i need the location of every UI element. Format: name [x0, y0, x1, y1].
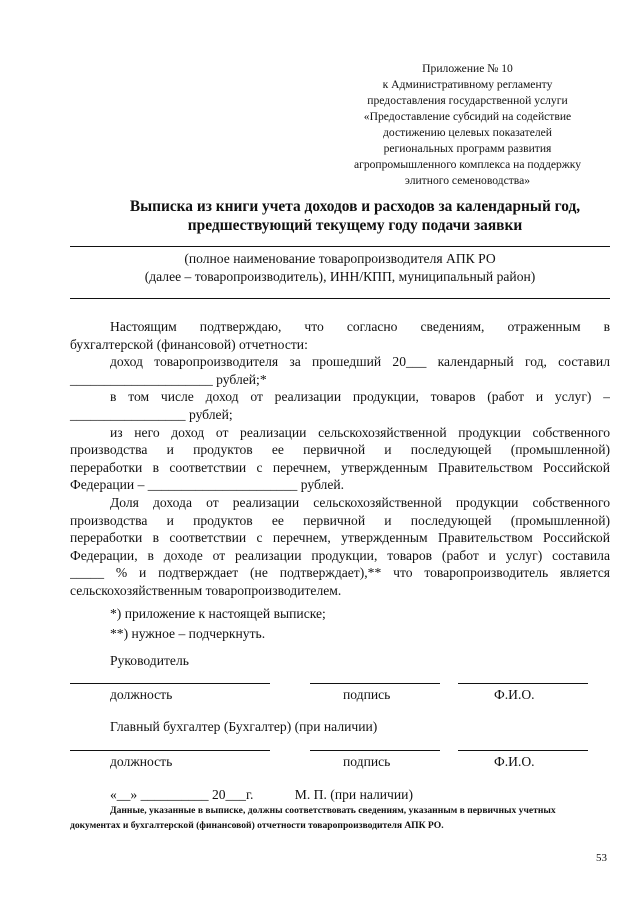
appendix-line: «Предоставление субсидий на содействие — [363, 110, 572, 123]
head-fio-caption: Ф.И.О. — [494, 687, 535, 702]
appendix-line: региональных программ развития — [383, 142, 552, 155]
footnote-line-1: Данные, указанные в выписке, должны соответствовать сведениям, указанным в первичных учетных — [110, 805, 556, 816]
date-stamp-line — [110, 787, 417, 803]
head-position-caption: должность — [110, 687, 173, 702]
head-position-line — [70, 683, 270, 684]
chief-fio-caption: Ф.И.О. — [494, 754, 535, 769]
body-line: Федерации, в доходе от реализации продукции, товаров (работ и услуг) составила — [70, 547, 610, 563]
chief-accountant-title: Главный бухгалтер (Бухгалтер) (при наличии) — [110, 719, 378, 734]
body-line: производства и продуктов ее первичной и последующей (промышленной) — [70, 442, 610, 458]
stamp-label: М. П. (при наличии) — [294, 787, 413, 802]
chief-fio-line — [458, 750, 588, 751]
body-line: переработки в соответствии с перечнем, утвержденным Правительством Российской — [70, 459, 610, 475]
appendix-line: предоставления государственной услуги — [367, 94, 568, 107]
statement-body — [70, 318, 610, 600]
chief-position-line — [70, 750, 270, 751]
title-line-2: предшествующий текущему году подачи заявки — [187, 217, 523, 234]
chief-signature-caption: подпись — [343, 754, 391, 769]
chief-signature-line — [310, 750, 440, 751]
body-line: переработки в соответствии с перечнем, утвержденным Правительством Российской — [70, 530, 610, 546]
body-line: _____________________ рублей;* — [70, 371, 267, 387]
body-line: Настоящим подтверждаю, что согласно сведениям, отраженным в — [110, 319, 610, 334]
body-line: производства и продуктов ее первичной и последующей (промышленной) — [70, 512, 610, 528]
head-signature-title: Руководитель — [110, 653, 189, 668]
page-number: 53 — [596, 852, 607, 864]
footnote — [70, 803, 610, 833]
footnote-line-2: документах и бухгалтерской (финансовой) отчетности товаропроизводителя АПК РО. — [70, 820, 444, 831]
chief-position-caption: должность — [110, 754, 173, 769]
body-line: бухгалтерской (финансовой) отчетности: — [70, 336, 308, 352]
caption-line-1: (полное наименование товаропроизводителя АПК РО — [184, 251, 496, 266]
body-line: из него доход от реализации сельскохозяйственной продукции собственного — [110, 424, 610, 440]
body-line: в том числе доход от реализации продукции, товаров (работ и услуг) – — [110, 389, 610, 405]
body-line: _____ % и подтверждает (не подтверждает),** что товаропроизводитель является — [70, 565, 610, 581]
producer-name-caption — [70, 250, 610, 286]
producer-details-line — [70, 298, 610, 299]
head-fio-line — [458, 683, 588, 684]
head-signature-caption: подпись — [343, 687, 391, 702]
appendix-line: элитного семеноводства» — [404, 174, 531, 187]
appendix-header — [330, 61, 605, 189]
body-line: сельскохозяйственным товаропроизводителем. — [70, 582, 342, 598]
appendix-line: достижению целевых показателей — [383, 126, 552, 139]
body-line: Доля дохода от реализации сельскохозяйственной продукции собственного — [110, 494, 610, 510]
note-underline: **) нужное – подчеркнуть. — [110, 626, 266, 641]
notes — [110, 604, 326, 644]
caption-line-2: (далее – товаропроизводитель), ИНН/КПП, муниципальный район) — [144, 269, 536, 284]
note-attachment: *) приложение к настоящей выписке; — [110, 606, 326, 621]
title-line-1: Выписка из книги учета доходов и расходов за календарный год, — [129, 198, 581, 215]
document-title — [70, 197, 640, 235]
appendix-line: агропромышленного комплекса на поддержку — [353, 158, 582, 171]
body-line: Федерации – ______________________ рублей. — [70, 477, 345, 493]
appendix-line: к Административному регламенту — [382, 78, 553, 91]
producer-name-line — [70, 246, 610, 247]
date-field: «__» __________ 20___г. — [110, 787, 254, 802]
body-line: _________________ рублей; — [70, 406, 233, 422]
head-signature-line — [310, 683, 440, 684]
body-line: доход товаропроизводителя за прошедший 20___ календарный год, составил — [110, 354, 610, 370]
appendix-line: Приложение № 10 — [422, 62, 513, 75]
